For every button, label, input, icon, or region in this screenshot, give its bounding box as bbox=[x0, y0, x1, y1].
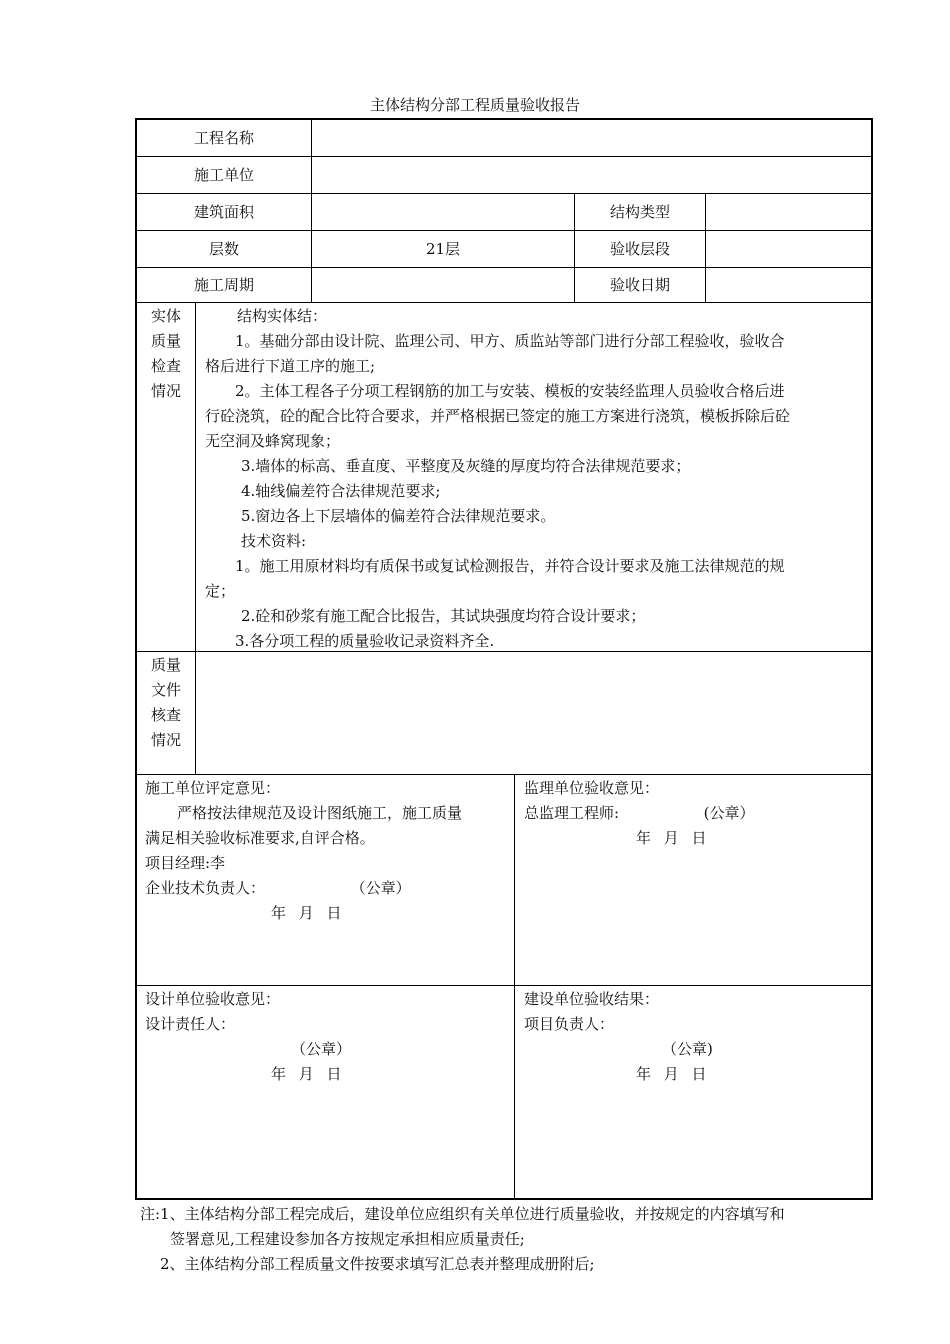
chief-engineer-label: 总监理工程师: bbox=[524, 804, 620, 822]
row-divider bbox=[137, 774, 871, 775]
col-divider bbox=[195, 302, 196, 774]
row-divider bbox=[137, 985, 871, 986]
owner-result bbox=[524, 987, 869, 1087]
label-contractor: 施工单位 bbox=[193, 166, 254, 184]
seal-label: （公章) bbox=[662, 1040, 713, 1058]
inspection-line: 2。主体工程各子分项工程钢筋的加工与安装、模板的安装经监理人员验收合格后进 bbox=[235, 382, 785, 400]
chief-engineer-row bbox=[524, 801, 869, 826]
inspection-line: 1。基础分部由设计院、监理公司、甲方、质监站等部门进行分部工程验收，验收合 bbox=[235, 332, 785, 350]
supervisor-opinion-heading: 监理单位验收意见： bbox=[524, 779, 660, 797]
inspection-content bbox=[205, 304, 867, 654]
inspection-line: 3.墙体的标高、垂直度、平整度及灰缝的厚度均符合法律规范要求； bbox=[241, 457, 691, 475]
sign-date: 年 月 日 bbox=[271, 1065, 342, 1083]
contractor-opinion-heading: 施工单位评定意见： bbox=[145, 779, 281, 797]
value-contractor[interactable] bbox=[312, 157, 879, 193]
inspection-line: 5.窗边各上下层墙体的偏差符合法律规范要求。 bbox=[241, 507, 556, 525]
inspection-line: 1。施工用原材料均有质保书或复试检测报告，并符合设计要求及施工法律规范的规 bbox=[235, 557, 785, 575]
design-opinion bbox=[145, 987, 511, 1087]
inspection-line: 3.各分项工程的质量验收记录资料齐全. bbox=[235, 632, 495, 650]
value-floors[interactable]: 21层 bbox=[425, 240, 461, 258]
sign-date: 年 月 日 bbox=[636, 1065, 707, 1083]
supervisor-opinion bbox=[524, 776, 869, 851]
seal-label: （公章） bbox=[291, 1040, 352, 1058]
value-acceptance-date[interactable] bbox=[706, 268, 871, 302]
documents-label: 质量 文件 核查 情况 bbox=[150, 656, 181, 749]
note-line-1: 注:1、主体结构分部工程完成后，建设单位应组织有关单位进行质量验收，并按规定的内容填写和 bbox=[140, 1205, 785, 1223]
tech-lead-row bbox=[145, 876, 511, 901]
label-project-name: 工程名称 bbox=[193, 129, 254, 147]
tech-lead-label: 企业技术负责人： bbox=[145, 879, 266, 897]
row-divider bbox=[137, 302, 871, 303]
inspection-line: 行砼浇筑，砼的配合比符合要求，并严格根据已签定的施工方案进行浇筑，模板拆除后砼 bbox=[205, 407, 791, 425]
col-divider bbox=[514, 774, 515, 1200]
label-construction-period: 施工周期 bbox=[193, 276, 254, 294]
inspection-line: 无空洞及蜂窝现象； bbox=[205, 432, 341, 450]
sign-date: 年 月 日 bbox=[271, 904, 342, 922]
note-line-3: 2、主体结构分部工程质量文件按要求填写汇总表并整理成册附后; bbox=[160, 1255, 595, 1273]
inspection-line: 2.砼和砂浆有施工配合比报告，其试块强度均符合设计要求； bbox=[241, 607, 646, 625]
value-construction-period[interactable] bbox=[312, 268, 574, 302]
label-structure-type: 结构类型 bbox=[609, 203, 670, 221]
inspection-line: 4.轴线偏差符合法律规范要求; bbox=[241, 482, 441, 500]
owner-responsible: 项目负责人： bbox=[524, 1015, 615, 1033]
label-floors: 层数 bbox=[208, 240, 239, 258]
report-table bbox=[135, 118, 873, 1200]
label-acceptance-section: 验收层段 bbox=[609, 240, 670, 258]
inspection-line: 定； bbox=[205, 582, 236, 600]
inspection-line: 格后进行下道工序的施工; bbox=[205, 357, 376, 375]
design-opinion-heading: 设计单位验收意见： bbox=[145, 990, 281, 1008]
inspection-line: 结构实体结： bbox=[237, 307, 328, 325]
project-manager: 项目经理:李 bbox=[145, 854, 226, 872]
inspection-line: 技术资料: bbox=[241, 532, 307, 550]
seal-label: （公章） bbox=[350, 879, 411, 897]
contractor-opinion-text: 满足相关验收标准要求,自评合格。 bbox=[145, 829, 375, 847]
owner-result-heading: 建设单位验收结果： bbox=[524, 990, 660, 1008]
value-building-area[interactable] bbox=[312, 194, 574, 230]
value-project-name[interactable] bbox=[312, 120, 879, 156]
sign-date: 年 月 日 bbox=[636, 829, 707, 847]
report-title: 主体结构分部工程质量验收报告 bbox=[369, 96, 580, 114]
contractor-opinion-text: 严格按法律规范及设计图纸施工，施工质量 bbox=[177, 804, 463, 822]
note-line-2: 签署意见,工程建设参加各方按规定承担相应质量责任; bbox=[170, 1230, 525, 1248]
seal-label: (公章） bbox=[703, 804, 755, 822]
value-acceptance-section[interactable] bbox=[706, 231, 871, 267]
value-structure-type[interactable] bbox=[706, 194, 871, 230]
label-acceptance-date: 验收日期 bbox=[609, 276, 670, 294]
label-building-area: 建筑面积 bbox=[193, 203, 254, 221]
contractor-opinion bbox=[145, 776, 511, 926]
design-responsible: 设计责任人： bbox=[145, 1015, 236, 1033]
inspection-label: 实体 质量 检查 情况 bbox=[150, 307, 181, 400]
